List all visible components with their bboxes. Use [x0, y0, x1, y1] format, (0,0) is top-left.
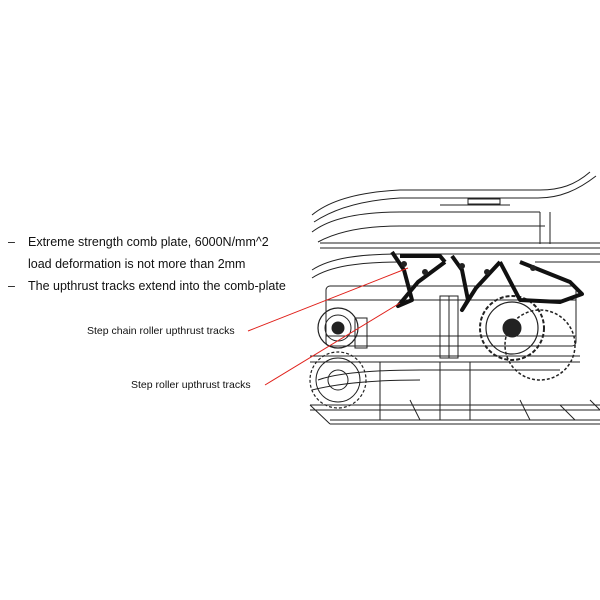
bullet-dash: –	[8, 279, 15, 293]
callout-step-chain-roller: Step chain roller upthrust tracks	[87, 325, 235, 337]
bullet-1-continuation-text: load deformation is not more than 2mm	[28, 257, 246, 271]
upthrust-track-brackets	[392, 252, 582, 310]
bracket-rollers	[401, 261, 536, 275]
right-sprocket	[480, 296, 544, 360]
skirt-line	[312, 212, 540, 232]
bullet-dash: –	[8, 235, 15, 249]
handrail-curve	[312, 172, 590, 215]
bullet-1-text: Extreme strength comb plate, 6000N/mm^2	[28, 235, 269, 249]
bullet-2-text: The upthrust tracks extend into the comb-plate	[28, 279, 286, 293]
left-sprocket	[318, 308, 358, 348]
callout-step-roller: Step roller upthrust tracks	[131, 379, 251, 391]
